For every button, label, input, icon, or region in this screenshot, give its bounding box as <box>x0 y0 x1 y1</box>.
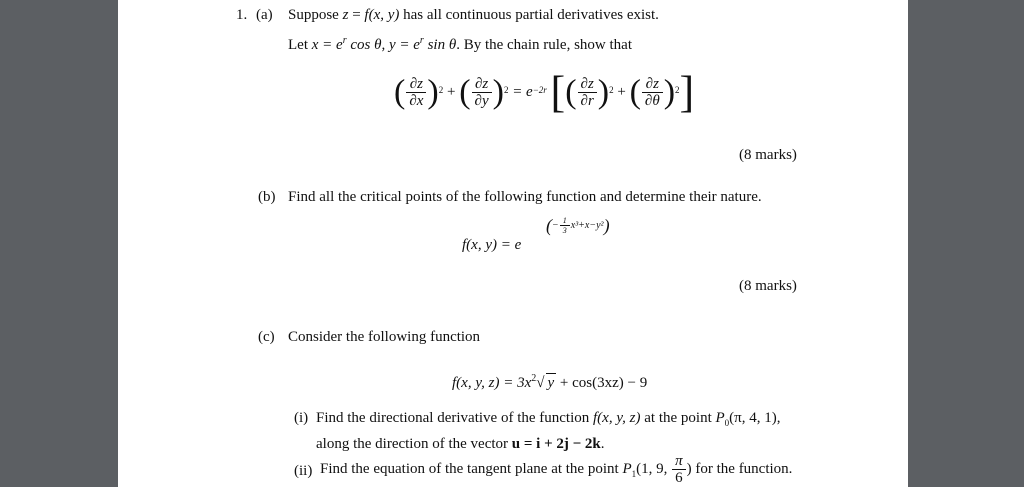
part-a-line1: Suppose z = f(x, y) has all continuous partial derivatives exist. <box>288 7 659 23</box>
part-c-ii-label: (ii) <box>294 463 313 479</box>
part-c-function: f(x, y, $z) = 3x^2√$ y + cos(3xz) − 9 <box>452 373 648 391</box>
part-a-line2: Let $x = e^r$ cos θ, $y = e^r$ sin θ. By the chain rule, show that <box>288 35 632 53</box>
part-b-label: (b) <box>258 189 276 205</box>
part-c-text: Consider the following function <box>288 329 481 345</box>
part-c-i-line2: along the direction of the vector u = i + 2j − 2k. <box>316 436 605 452</box>
part-c-i-label: (i) <box>294 410 309 426</box>
part-c-i-line1: Find the directional derivative of the function f(x, y, z) at the point $P_0(\pi$, 4, 1), <box>316 410 781 428</box>
question-number: 1. <box>236 7 248 23</box>
part-a-marks: (8 marks) <box>739 147 797 163</box>
document-page: 1. (a) Suppose z = f(x, y) has all continuous partial derivatives exist. Let $x = e^r$ cos θ, $y = e^r$ sin θ. By the chain rule, show that ( $\frac{\partial z}{\partial x}$ )$^2$ + ( $\frac{\partial z}{\partial y}$ )$^2 = e^{-2r}$ [( $\frac{\partial z}{\partial r}$ )$^2$ + ( $\frac{\partial z}{\partial\theta}$ )$^2$] (8 marks) (b) Find all the critical points of the following function and determine their nature. f(x, y) = e (− $\frac{1}{3}$ x³+x−y²) (8 marks) (c) Consider the following function f(x, y, $z) = 3x^2√$ y + cos(3xz) − 9 (i) Find the directional derivative of the function f(x, y, z) at the point $P_0(\pi$, 4, 1), along the direction of the vector u = i + 2j − 2k. (ii) Find the equation of the tangent plane at the point $P_1(1$, 9, $\frac{\pi}{6}$ ) for the function. <box>118 0 908 487</box>
part-b-text: Find all the critical points of the following function and determine their nature. <box>288 189 762 205</box>
chain-rule-formula: ( $\frac{\partial z}{\partial x}$ )$^2$ + ( $\frac{\partial z}{\partial y}$ )$^2 = e^{-2r}$ [( $\frac{\partial z}{\partial r}$ )$^2$ + ( $\frac{\partial z}{\partial\theta}$ )$^2$] <box>394 67 695 117</box>
part-c-label: (c) <box>258 329 275 345</box>
part-c-ii-line: Find the equation of the tangent plane at the point $P_1(1$, 9, $\frac{\pi}{6}$ ) for the function. <box>320 453 793 487</box>
part-a-label: (a) <box>256 7 273 23</box>
part-b-marks: (8 marks) <box>739 278 797 294</box>
